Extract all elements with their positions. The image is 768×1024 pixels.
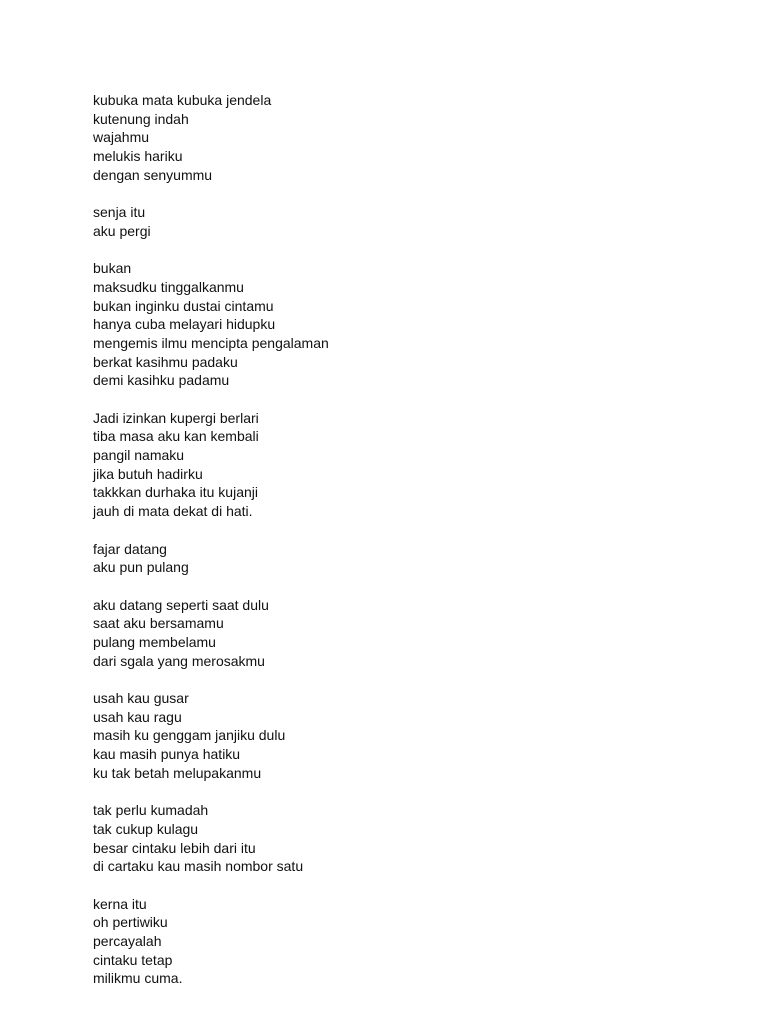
poem-line: wajahmu <box>93 129 150 146</box>
poem-line: tak cukup kulagu <box>93 820 199 837</box>
poem-line: kerna itu <box>93 895 147 912</box>
poem-line: takkkan durhaka itu kujanji <box>93 484 258 501</box>
poem-line: aku datang seperti saat dulu <box>93 596 269 613</box>
poem-line: Jadi izinkan kupergi berlari <box>93 409 259 426</box>
poem-line: tak perlu kumadah <box>93 802 209 819</box>
poem-line: masih ku genggam janjiku dulu <box>93 727 286 744</box>
poem-line: jauh di mata dekat di hati. <box>93 503 253 520</box>
poem-line: maksudku tinggalkanmu <box>93 278 244 295</box>
poem-line: senja itu <box>93 204 146 221</box>
stanza <box>93 409 713 521</box>
stanza <box>93 596 713 671</box>
stanza <box>93 689 713 782</box>
poem-line: di cartaku kau masih nombor satu <box>93 858 304 875</box>
poem-line: usah kau ragu <box>93 708 182 725</box>
poem-line: mengemis ilmu mencipta pengalaman <box>93 334 329 351</box>
poem-line: berkat kasihmu padaku <box>93 353 238 370</box>
poem-body <box>93 91 713 1007</box>
stanza <box>93 91 713 184</box>
poem-line: milikmu cuma. <box>93 970 183 987</box>
poem-line: tiba masa aku kan kembali <box>93 428 259 445</box>
poem-line: bukan inginku dustai cintamu <box>93 297 274 314</box>
poem-line: pulang membelamu <box>93 633 216 650</box>
stanza <box>93 259 713 390</box>
poem-line: bukan <box>93 260 132 277</box>
poem-line: dengan senyummu <box>93 166 213 183</box>
poem-line: percayalah <box>93 932 162 949</box>
stanza <box>93 203 713 240</box>
stanza <box>93 801 713 876</box>
poem-line: cintaku tetap <box>93 951 173 968</box>
poem-line: demi kasihku padamu <box>93 372 230 389</box>
poem-line: melukis hariku <box>93 148 183 165</box>
poem-line: besar cintaku lebih dari itu <box>93 839 256 856</box>
poem-line: hanya cuba melayari hidupku <box>93 316 276 333</box>
poem-line: usah kau gusar <box>93 690 189 706</box>
poem-line: kau masih punya hatiku <box>93 746 241 763</box>
poem-line: dari sgala yang merosakmu <box>93 652 265 669</box>
poem-line: oh pertiwiku <box>93 914 168 931</box>
poem-line: kubuka mata kubuka jendela <box>93 92 272 108</box>
poem-line: aku pergi <box>93 222 151 239</box>
stanza <box>93 540 713 577</box>
poem-line: ku tak betah melupakanmu <box>93 764 262 781</box>
poem-line: jika butuh hadirku <box>93 465 203 482</box>
poem-line: kutenung indah <box>93 110 189 127</box>
poem-line: aku pun pulang <box>93 559 189 576</box>
poem-line: fajar datang <box>93 540 167 557</box>
poem-line: saat aku bersamamu <box>93 615 224 632</box>
poem-line: pangil namaku <box>93 447 185 464</box>
stanza <box>93 895 713 988</box>
